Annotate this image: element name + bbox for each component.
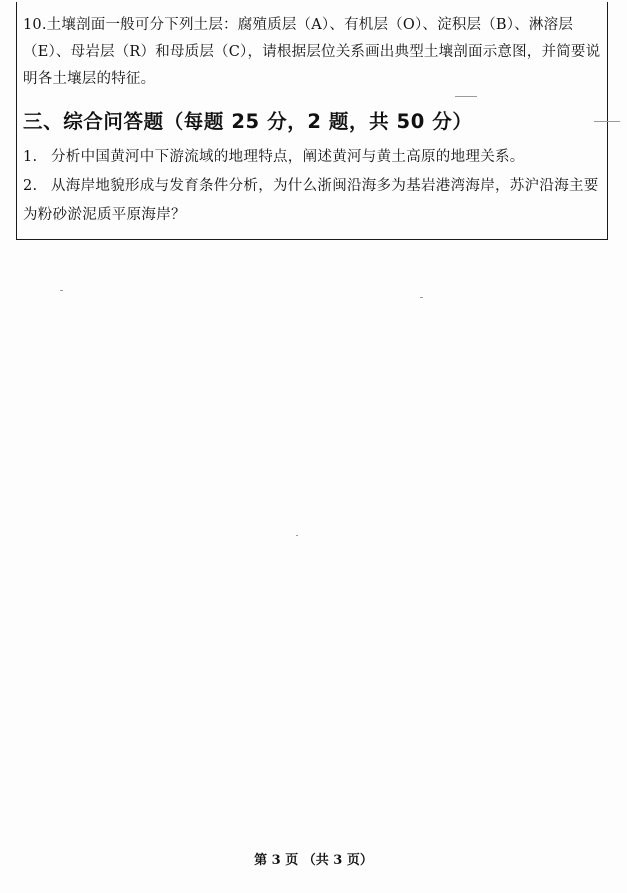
question-number: 2. xyxy=(23,178,38,194)
scan-artifact xyxy=(455,96,477,97)
question-list xyxy=(23,143,601,230)
page-number-footer: 第 3 页 （共 3 页） xyxy=(254,853,373,868)
question-item-2 xyxy=(23,172,601,230)
section-3-heading: 三、综合问答题（每题 25 分，2 题，共 50 分） xyxy=(23,110,473,133)
question-text: 从海岸地貌形成与发育条件分析，为什么浙闽沿海多为基岩港湾海岸，苏沪沿海主要为粉砂淤泥质平原海岸？ xyxy=(23,178,599,223)
scan-artifact xyxy=(60,290,63,291)
scan-artifact xyxy=(594,121,620,122)
question-item-1 xyxy=(23,143,601,172)
question-number: 1. xyxy=(23,149,38,165)
question-text: 分析中国黄河中下游流域的地理特点，阐述黄河与黄土高原的地理关系。 xyxy=(51,149,525,165)
scan-artifact xyxy=(420,297,423,298)
question-10-text: 10.土壤剖面一般可分下列土层：腐殖质层（A）、有机层（O）、淀积层（B）、淋溶层（E）、母岩层（R）和母质层（C），请根据层位关系画出典型土壤剖面示意图，并简要说明各土壤层的特征。 xyxy=(23,17,601,87)
scan-artifact xyxy=(296,535,298,536)
question-box xyxy=(16,2,608,240)
